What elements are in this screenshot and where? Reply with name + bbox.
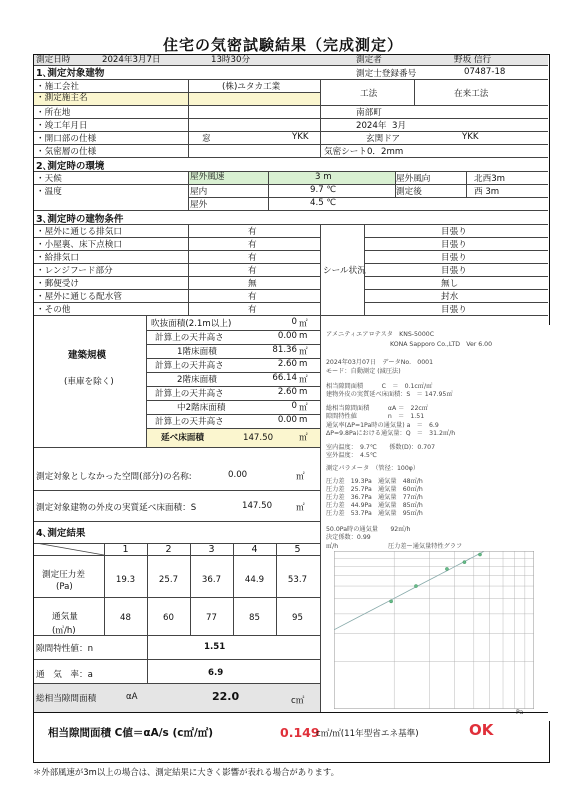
- row-divider: [34, 276, 320, 277]
- excluded-value: 0.00: [228, 470, 248, 480]
- n-label: 隙間特性値：n: [36, 644, 94, 654]
- row-divider: [147, 344, 320, 345]
- wind-direction-value: 北西3m: [474, 174, 506, 184]
- pressure-label: 測定圧力差: [42, 570, 85, 580]
- measurer-value: 野坂 信行: [454, 55, 492, 65]
- scale-label: 計算上の天井高さ: [155, 417, 224, 427]
- graph-ylabel: ㎥/h: [326, 543, 339, 550]
- pressure-unit: (Pa): [56, 582, 73, 592]
- scale-unit: m: [299, 331, 308, 341]
- scale-value: 0.00: [277, 331, 297, 341]
- wind-direction-label: 屋外風向: [396, 174, 431, 184]
- actual-area-label: 測定対象建物の外皮の実質延べ床面積：S: [36, 503, 197, 513]
- flow-value: 95: [292, 613, 303, 623]
- scale-value: 81.36: [272, 345, 297, 355]
- row-divider: [364, 289, 548, 290]
- row-divider: [34, 237, 320, 238]
- opening-label: ・開口部の仕様: [36, 134, 97, 144]
- weather-label: ・天候: [36, 174, 62, 184]
- condition-label: ・屋外に通じる配水管: [36, 292, 122, 302]
- printout-line: モード：自動測定 (減圧法): [326, 368, 401, 375]
- column-number: 5: [294, 544, 301, 555]
- flow-value: 77: [206, 613, 217, 623]
- wind-value-cell: [269, 172, 395, 184]
- scale-value: 2.60: [277, 359, 297, 369]
- graph-frame: [334, 551, 534, 709]
- c-value: 0.149: [280, 725, 320, 740]
- scale-label: 計算上の天井高さ: [155, 389, 224, 399]
- c-value-unit: c㎡/㎡(11年型省エネ基準): [316, 729, 419, 739]
- row-divider: [147, 414, 320, 415]
- scale-unit: m: [299, 359, 308, 369]
- location-value: 南部町: [356, 108, 382, 118]
- section2-heading: 2､測定時の環境: [36, 161, 105, 172]
- flow-value: 48: [120, 613, 131, 623]
- seal-value: 目張り: [441, 240, 467, 250]
- after-label: 測定後: [396, 187, 422, 197]
- method-label: 工法: [360, 89, 378, 99]
- condition-value: 有: [248, 266, 257, 276]
- excluded-unit: ㎡: [296, 472, 305, 482]
- scale-unit: m: [299, 387, 308, 397]
- scale-label: 中2階床面積: [177, 403, 226, 413]
- method-value: 在来工法: [454, 89, 489, 99]
- printout-line: KONA Sapporo Co.,LTD Ver 6.00: [390, 341, 493, 348]
- row-divider: [364, 237, 548, 238]
- scale-unit: ㎡: [299, 403, 308, 413]
- after-value: 西 3m: [474, 187, 500, 197]
- total-label: 延べ床面積: [161, 433, 204, 443]
- data-point: [390, 600, 393, 603]
- indoor-value: 9.7 ℃: [310, 185, 337, 195]
- completion-label: ・竣工年月日: [36, 121, 88, 131]
- seal-status-label: シール状況: [323, 266, 366, 276]
- printout-line: 圧力差 19.3Pa 通気量 48㎥/h: [326, 478, 423, 485]
- builder-label: ・施工会社: [36, 82, 79, 92]
- row-divider: [34, 263, 320, 264]
- condition-label: ・給排気口: [36, 253, 79, 263]
- pressure-value: 19.3: [115, 575, 136, 585]
- location-label: ・所在地: [36, 108, 71, 118]
- printout-line: 測定パラメータ （管径：100φ）: [326, 465, 420, 472]
- door-value: YKK: [462, 132, 479, 142]
- graph-title: 圧力差ー通気量特性グラフ: [388, 543, 463, 550]
- section3-heading: 3､測定時の建物条件: [36, 214, 124, 225]
- seal-value: 目張り: [441, 305, 467, 315]
- scale-value: 0: [291, 401, 297, 411]
- data-point: [414, 584, 417, 587]
- alpha-value: 22.0: [212, 690, 240, 703]
- alpha-label: 総相当隙間面積: [36, 694, 97, 704]
- test-report-sheet: [33, 54, 550, 763]
- condition-value: 有: [248, 227, 257, 237]
- section4-heading: 4､測定結果: [36, 528, 86, 539]
- excluded-label: 測定対象としなかった空間(部分)の名称:: [36, 472, 192, 482]
- row-divider: [34, 250, 320, 251]
- diagonal-header: [34, 543, 104, 555]
- printout-line: 室内温度： 9.7℃ 係数(D)：0.707: [326, 444, 436, 451]
- builder-value: (株)ユタカ工業: [222, 82, 281, 92]
- alpha-unit: c㎡: [291, 696, 305, 706]
- scale-unit: ㎡: [299, 319, 308, 329]
- condition-label: ・小屋裏、床下点検口: [36, 240, 122, 250]
- seal-value: 目張り: [441, 253, 467, 263]
- scale-heading: 建築規模: [68, 350, 107, 361]
- scale-unit: ㎡: [299, 375, 308, 385]
- airtight-value: 気密シート0．2mm: [324, 147, 404, 157]
- footnote: ＊外部風速が3m以上の場合は、測定結果に大きく影響が表れる場合があります。: [33, 767, 339, 777]
- printout-line: 総相当隙間面積 αA ＝ 22c㎡: [326, 405, 428, 412]
- data-point: [478, 553, 481, 556]
- seal-value: 目張り: [441, 227, 467, 237]
- row-divider: [364, 263, 548, 264]
- seal-value: 目張り: [441, 266, 467, 276]
- printout-line: 隙間特性値 n ＝ 1.51: [326, 413, 425, 420]
- row-divider: [147, 400, 320, 401]
- column-number: 3: [208, 544, 215, 555]
- a-label: 通 気 率：a: [36, 670, 93, 680]
- actual-area-value: 147.50: [242, 501, 273, 511]
- flow-unit: (㎥/h): [52, 626, 76, 636]
- ok-badge: OK: [469, 721, 494, 739]
- airtight-label: ・気密層の仕様: [36, 147, 97, 157]
- completion-year: 2024年: [356, 121, 387, 131]
- column-number: 4: [251, 544, 258, 555]
- condition-value: 有: [248, 240, 257, 250]
- wind-label-cell: [188, 172, 268, 184]
- printout-line: 決定係数：0.99: [326, 534, 371, 541]
- printout-panel: [320, 325, 550, 721]
- printout-line: 50.0Pa時の通気量 92㎥/h: [326, 526, 411, 533]
- row-divider: [147, 330, 320, 331]
- data-point: [445, 567, 448, 570]
- date-label: 測定日時: [36, 55, 71, 65]
- wind-label: 屋外風速: [190, 172, 225, 182]
- scale-label: 計算上の天井高さ: [155, 361, 224, 371]
- printout-line: 圧力差 53.7Pa 通気量 95㎥/h: [326, 510, 423, 517]
- printout-line: 通気率(ΔP=1Pa時の通気量) a ＝ 6.9: [326, 422, 439, 429]
- scale-unit: m: [299, 415, 308, 425]
- printout-line: 相当隙間面積 C ＝ 0.1c㎡/㎡: [326, 383, 433, 390]
- condition-label: ・屋外に通じる排気口: [36, 227, 122, 237]
- date-value: 2024年3月7日: [102, 55, 161, 65]
- time-value: 13時30分: [211, 55, 251, 65]
- row-divider: [364, 250, 548, 251]
- condition-label: ・レンジフード部分: [36, 266, 113, 276]
- condition-value: 無: [248, 279, 257, 289]
- seal-value: 封水: [441, 292, 459, 302]
- scale-subtitle: (車庫を除く): [64, 377, 114, 387]
- total-unit: ㎡: [299, 433, 308, 443]
- flow-value: 85: [249, 613, 260, 623]
- measurer-label: 測定者: [356, 55, 382, 65]
- row-divider: [147, 372, 320, 373]
- owner-row: [34, 93, 320, 105]
- column-number: 1: [122, 544, 129, 555]
- scale-value: 0.00: [277, 415, 297, 425]
- scale-value: 2.60: [277, 387, 297, 397]
- flow-label: 通気量: [52, 612, 78, 622]
- scale-value: 66.14: [272, 373, 297, 383]
- a-value: 6.9: [208, 668, 224, 678]
- window-label: 窓: [202, 134, 211, 144]
- printout-line: 圧力差 44.9Pa 通気量 85㎥/h: [326, 502, 423, 509]
- completion-month: 3月: [392, 121, 407, 131]
- condition-label: ・その他: [36, 305, 71, 315]
- result-label: 相当隙間面積 C値＝αA/s (c㎡/㎡): [48, 727, 214, 739]
- section1-heading: 1､測定対象建物: [36, 68, 105, 79]
- pressure-value: 53.7: [287, 575, 308, 585]
- condition-label: ・郵便受け: [36, 279, 79, 289]
- condition-value: 有: [248, 305, 257, 315]
- n-value: 1.51: [204, 642, 226, 652]
- result-row: [34, 713, 548, 762]
- graph-xlabel: Pa: [516, 709, 524, 716]
- row-divider: [364, 276, 548, 277]
- pressure-value: 36.7: [201, 575, 222, 585]
- row-divider: [147, 386, 320, 387]
- row-divider: [147, 358, 320, 359]
- registration-label: 測定士登録番号: [356, 69, 417, 79]
- scale-label: 計算上の天井高さ: [155, 333, 224, 343]
- printout-line: ΔP=9.8Paにおける通気量：Q ＝ 31.2㎥/h: [326, 430, 456, 437]
- window-value: YKK: [292, 132, 309, 142]
- seal-value: 無し: [441, 279, 459, 289]
- scale-label: 吹抜面積(2.1m以上): [151, 319, 232, 329]
- flow-value: 60: [163, 613, 174, 623]
- row-divider: [34, 302, 320, 303]
- indoor-label: 屋内: [190, 187, 208, 197]
- registration-number: 07487-18: [464, 67, 506, 77]
- scale-unit: ㎡: [299, 347, 308, 357]
- page-title: 住宅の気密試験結果（完成測定）: [162, 36, 403, 54]
- data-point: [463, 561, 466, 564]
- pressure-flow-graph: [334, 551, 534, 709]
- actual-area-unit: ㎡: [296, 503, 305, 513]
- printout-line: 室外温度： 4.5℃: [326, 452, 377, 459]
- scale-label: 2階床面積: [177, 375, 217, 385]
- row-divider: [364, 302, 548, 303]
- printout-line: 圧力差 25.7Pa 通気量 60㎥/h: [326, 486, 423, 493]
- scale-label: 1階床面積: [177, 347, 217, 357]
- column-number: 2: [165, 544, 172, 555]
- header-row: [34, 55, 548, 65]
- printout-line: 圧力差 36.7Pa 通気量 77㎥/h: [326, 494, 423, 501]
- alpha-symbol: αA: [126, 692, 138, 702]
- printout-line: 建物外皮の実質延べ床面積：S ＝ 147.95㎡: [326, 391, 453, 398]
- pressure-value: 25.7: [158, 575, 179, 585]
- condition-value: 有: [248, 292, 257, 302]
- pressure-value: 44.9: [244, 575, 265, 585]
- owner-label: ・測定施主名: [36, 93, 88, 103]
- outdoor-value: 4.5 ℃: [310, 198, 337, 208]
- row-divider: [34, 289, 320, 290]
- condition-value: 有: [248, 253, 257, 263]
- temperature-label: ・温度: [36, 187, 62, 197]
- total-row: [147, 429, 320, 447]
- fit-line: [334, 552, 484, 630]
- door-label: 玄関ドア: [366, 134, 401, 144]
- printout-line: 2024年03月07日 データNo. 0001: [326, 359, 434, 366]
- printout-line: アメニティエアロテスタ KNS-5000C: [326, 331, 435, 338]
- scale-value: 0: [291, 317, 297, 327]
- outdoor-label: 屋外: [190, 200, 208, 210]
- total-value: 147.50: [243, 433, 274, 443]
- wind-value: 3 m: [315, 172, 332, 182]
